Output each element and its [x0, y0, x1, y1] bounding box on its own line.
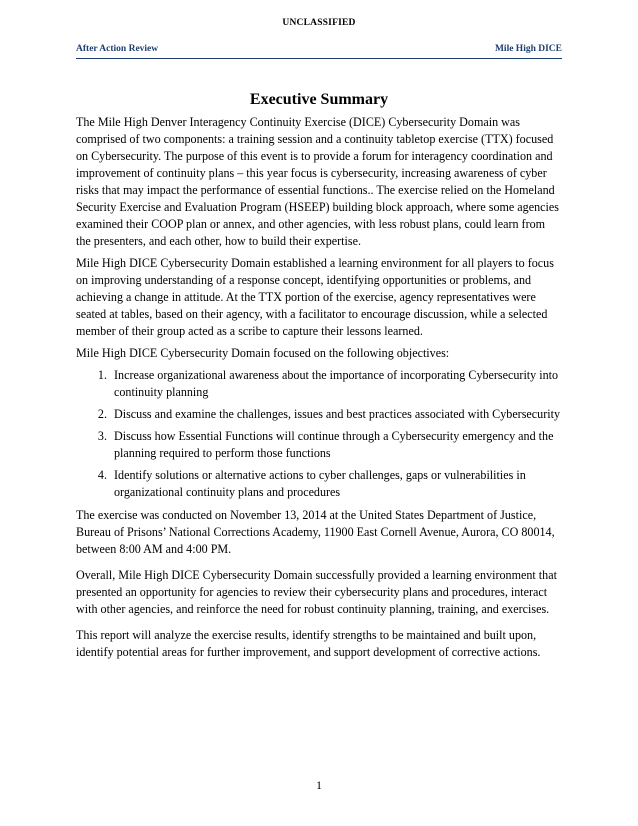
paragraph-exercise-details: The exercise was conducted on November 13, 2014 at the United States Department of Justice, Bureau of Prisons’ National Corrections Academy, 11900 East Cornell Avenue, Aurora, CO 80014, between 8:00 AM and 4:00 PM.	[76, 508, 555, 556]
objectives-list	[76, 367, 562, 501]
page-header	[76, 44, 562, 59]
objective-item: 1. Increase organizational awareness about the importance of incorporating Cybersecurity into continuity planning	[110, 367, 562, 401]
paragraph-intro: The Mile High Denver Interagency Continuity Exercise (DICE) Cybersecurity Domain was comprised of two components: a training session and a continuity tabletop exercise (TTX) focused on Cybersecurity. The purpose of this event is to provide a forum for interagency coordination and improvement of continuity plans – this year focus is cybersecurity, increasing awareness of cyber risks that may impact the performance of essential functions.. The exercise relied on the Homeland Security Exercise and Evaluation Program (HSEEP) building block approach, where some agencies examined their COOP plan or annex, and other agencies, with less robust plans, could learn from the presenters, and each other, how to build their expertise.	[76, 115, 559, 248]
page-number: 1	[316, 778, 322, 792]
header-right-title: Mile High DICE	[494, 44, 562, 54]
paragraph-overall: Overall, Mile High DICE Cybersecurity Domain successfully provided a learning environment that presented an opportunity for agencies to review their cybersecurity plans and procedures, interact with other agencies, and reinforce the need for robust continuity planning, training, and exercises.	[76, 568, 557, 616]
objective-item: 3. Discuss how Essential Functions will continue through a Cybersecurity emergency and the planning required to perform those functions	[110, 428, 562, 462]
objective-item: 4. Identify solutions or alternative actions to cyber challenges, gaps or vulnerabilities in organizational continuity plans and procedures	[110, 467, 562, 501]
document-body	[76, 90, 562, 666]
objective-item: 2. Discuss and examine the challenges, issues and best practices associated with Cybersecurity	[110, 406, 562, 423]
header-left-title: After Action Review	[76, 44, 159, 54]
classification-marking: UNCLASSIFIED	[282, 18, 356, 28]
paragraph-learning-environment: Mile High DICE Cybersecurity Domain established a learning environment for all players to focus on improving understanding of a response concept, identifying opportunities or problems, and achieving a change in attitude. At the TTX portion of the exercise, agency representatives were seated at tables, based on their agency, with a facilitator to encourage discussion, while a selected member of their group acted as a scribe to capture their lessons learned.	[76, 256, 554, 338]
section-title: Executive Summary	[249, 91, 389, 108]
paragraph-objectives-intro: Mile High DICE Cybersecurity Domain focused on the following objectives:	[76, 346, 450, 360]
paragraph-report-purpose: This report will analyze the exercise results, identify strengths to be maintained and built upon, identify potential areas for further improvement, and support development of corrective actions.	[76, 628, 541, 659]
